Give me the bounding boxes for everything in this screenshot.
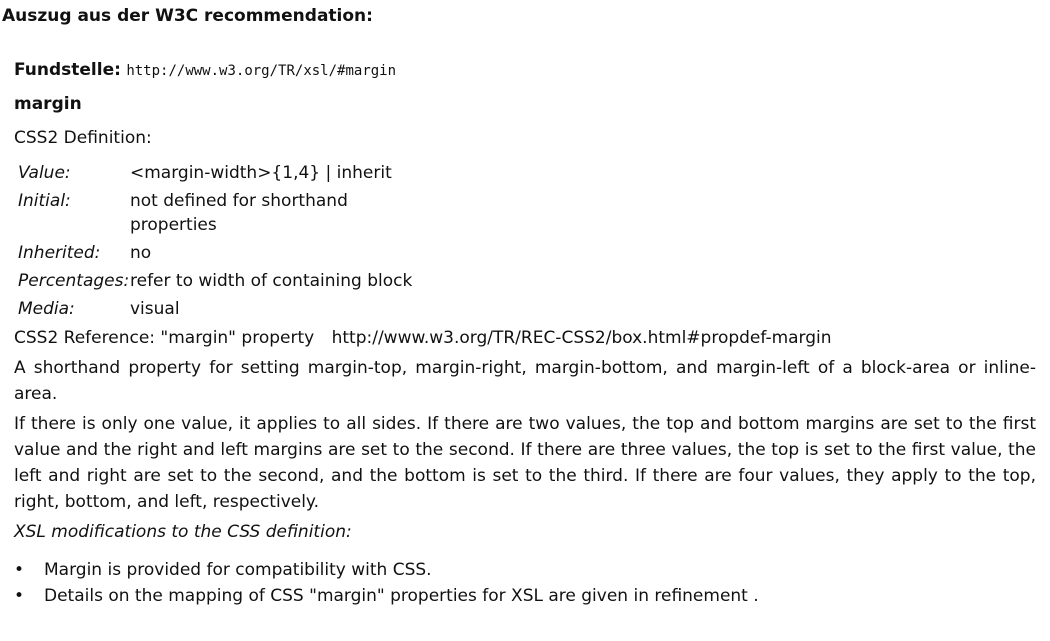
definition-row-percentages xyxy=(16,267,420,295)
definition-key: Value: xyxy=(18,163,71,183)
source-url: http://www.w3.org/TR/xsl/#margin xyxy=(126,63,397,79)
list-item-text: Details on the mapping of CSS "margin" properties for XSL are given in refinement . xyxy=(44,586,759,606)
recommendation-excerpt xyxy=(14,56,1036,609)
source-label: Fundstelle: xyxy=(14,60,121,80)
list-item xyxy=(14,557,1036,583)
definition-row-value xyxy=(16,159,420,187)
definition-key: Initial: xyxy=(18,191,71,211)
xsl-modifications-label: XSL modifications to the CSS definition: xyxy=(14,522,352,542)
definition-value: refer to width of containing block xyxy=(130,271,413,291)
list-item xyxy=(14,583,1036,609)
page-heading: Auszug aus der W3C recommendation: xyxy=(2,6,373,26)
definition-key: Media: xyxy=(18,299,75,319)
description-paragraph: A shorthand property for setting margin-top, margin-right, margin-bottom, and margin-left of a block-area or inline-area. xyxy=(14,358,1036,404)
list-item-text: Margin is provided for compatibility with CSS. xyxy=(44,560,432,580)
css2-reference xyxy=(14,325,1036,351)
css2-reference-url: http://www.w3.org/TR/REC-CSS2/box.html#propdef-margin xyxy=(331,328,832,348)
bullet-icon: • xyxy=(14,560,25,580)
definition-value: visual xyxy=(130,299,180,319)
modification-list xyxy=(14,557,1036,609)
definition-key: Inherited: xyxy=(18,243,101,263)
definition-key: Percentages: xyxy=(18,271,130,291)
definition-table xyxy=(16,159,420,323)
values-paragraph: If there is only one value, it applies to all sides. If there are two values, the top and bottom margins are set to the first value and the right and left margins are set to the second. If there are three values, the top is set to the first value, the left and right are set to the second, and the bottom is set to the third. If there are four values, they apply to the top, right, bottom, and left, respectively. xyxy=(14,414,1036,512)
bullet-icon: • xyxy=(14,586,25,606)
definition-value: <margin-width>{1,4} | inherit xyxy=(130,163,392,183)
property-name: margin xyxy=(14,94,82,114)
css2-definition-label: CSS2 Definition: xyxy=(14,128,152,148)
definition-row-inherited xyxy=(16,239,420,267)
definition-value: not defined for shorthand properties xyxy=(130,191,348,235)
definition-row-media xyxy=(16,295,420,323)
definition-value: no xyxy=(130,243,152,263)
source-line xyxy=(14,56,1036,84)
definition-row-initial xyxy=(16,187,420,239)
css2-reference-label: CSS2 Reference: "margin" property xyxy=(14,328,315,348)
